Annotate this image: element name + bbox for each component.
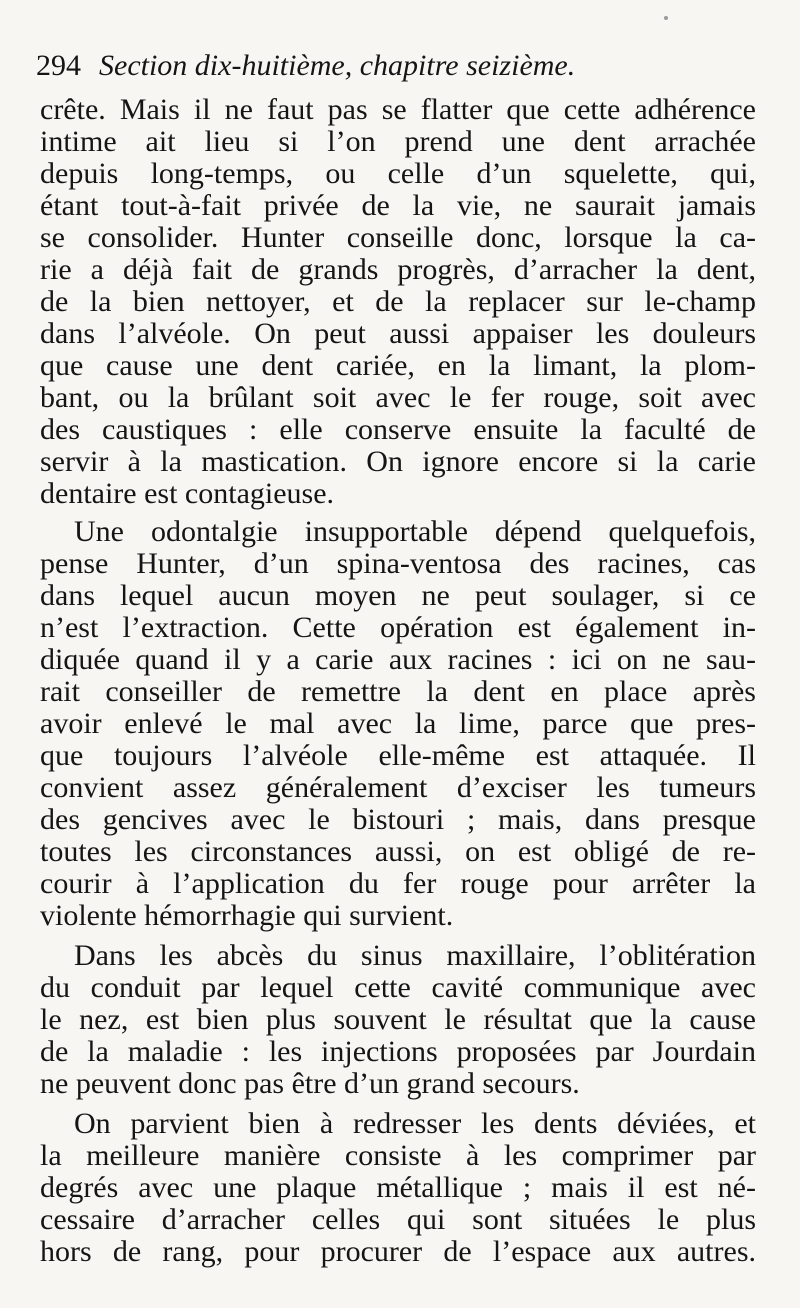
text-line: avoir enlevé le mal avec la lime, parce que pres- (40, 707, 756, 740)
text-line: dentaire est contagieuse. (40, 477, 335, 510)
running-title: Section dix-huitième, chapitre seizième. (99, 49, 576, 82)
ink-speck (664, 16, 668, 20)
text-line: diquée quand il y a carie aux racines : ici on ne sau- (40, 643, 756, 676)
text-line: violente hémorrhagie qui survient. (40, 899, 454, 932)
text-line: depuis long-temps, ou celle d’un squelette, qui, (40, 157, 756, 190)
text-line: des gencives avec le bistouri ; mais, dans presque (40, 803, 756, 836)
text-line: intime ait lieu si l’on prend une dent arrachée (40, 125, 756, 158)
text-line: crête. Mais il ne faut pas se flatter que cette adhérence (40, 93, 756, 126)
text-line: étant tout-à-fait privée de la vie, ne saurait jamais (40, 189, 756, 222)
text-line: dans lequel aucun moyen ne peut soulager, si ce (40, 579, 756, 612)
text-line: dans l’alvéole. On peut aussi appaiser les douleurs (40, 317, 756, 350)
text-line: servir à la mastication. On ignore encore si la carie (40, 445, 756, 478)
text-line: courir à l’application du fer rouge pour arrêter la (40, 867, 756, 900)
text-line: pense Hunter, d’un spina-ventosa des racines, cas (40, 547, 756, 580)
text-line: n’est l’extraction. Cette opération est également in- (40, 611, 756, 644)
text-line: des caustiques : elle conserve ensuite la faculté de (40, 413, 756, 446)
text-line: la meilleure manière consiste à les comprimer par (40, 1139, 756, 1172)
text-line: le nez, est bien plus souvent le résultat que la cause (40, 1003, 756, 1036)
text-line: bant, ou la brûlant soit avec le fer rouge, soit avec (40, 381, 756, 414)
text-line: que toujours l’alvéole elle-même est attaquée. Il (40, 739, 756, 772)
text-line: de la maladie : les injections proposées par Jourdain (40, 1035, 756, 1068)
text-line: que cause une dent cariée, en la limant, la plom- (40, 349, 756, 382)
text-line: du conduit par lequel cette cavité communique avec (40, 971, 756, 1004)
text-line: cessaire d’arracher celles qui sont situées le plus (40, 1203, 756, 1236)
page-number: 294 (36, 49, 81, 82)
text-line: convient assez généralement d’exciser les tumeurs (40, 771, 756, 804)
text-line: hors de rang, pour procurer de l’espace aux autres. (40, 1235, 756, 1268)
text-line: se consolider. Hunter conseille donc, lorsque la ca- (40, 221, 756, 254)
text-line: toutes les circonstances aussi, on est obligé de re- (40, 835, 756, 868)
text-line: ne peuvent donc pas être d’un grand secours. (40, 1067, 580, 1100)
text-line: degrés avec une plaque métallique ; mais il est né- (40, 1171, 756, 1204)
text-line: de la bien nettoyer, et de la replacer sur le-champ (40, 285, 756, 318)
text-line: rait conseiller de remettre la dent en place après (40, 675, 756, 708)
text-line: rie a déjà fait de grands progrès, d’arracher la dent, (40, 253, 756, 286)
running-header (36, 46, 776, 86)
text-line: Dans les abcès du sinus maxillaire, l’oblitération (74, 939, 756, 972)
text-line: Une odontalgie insupportable dépend quelquefois, (74, 515, 756, 548)
text-line: On parvient bien à redresser les dents déviées, et (74, 1107, 756, 1140)
